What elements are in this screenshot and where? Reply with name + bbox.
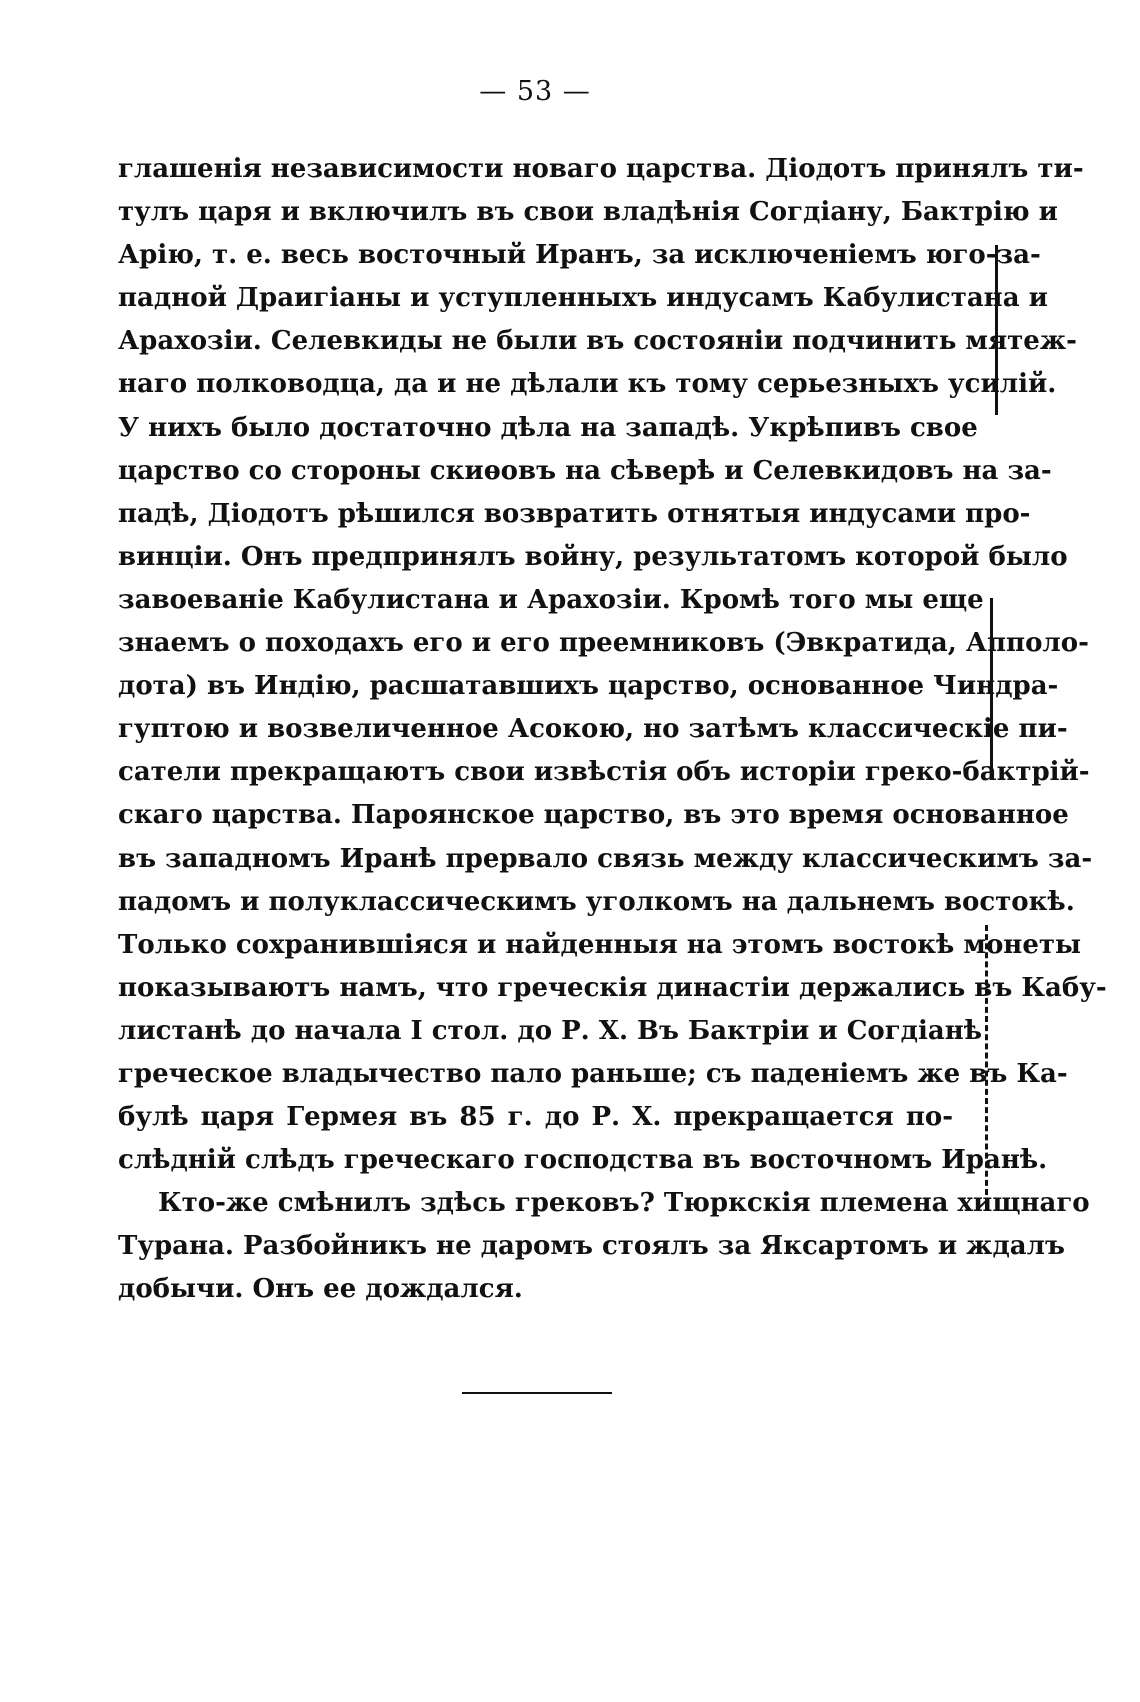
- text-line: Арахозіи. Селевкиды не были въ состояніи подчинить мятеж-: [118, 326, 1077, 357]
- text-line: наго полководца, да и не дѣлали къ тому серьезныхъ усилій.: [118, 369, 1057, 400]
- text-line: булѣ царя Гермея въ 85 г. до Р. Х. прекращается по-: [118, 1102, 953, 1133]
- text-line: падной Драигіаны и уступленныхъ индусамъ Кабулистана и: [118, 283, 1048, 314]
- margin-mark: [990, 598, 993, 768]
- text-line: У нихъ было достаточно дѣла на западѣ. Укрѣпивъ свое: [118, 412, 978, 443]
- text-line: гуптою и возвеличенное Асокою, но затѣмъ классическіе пи-: [118, 714, 1068, 745]
- text-line: тулъ царя и включилъ въ свои владѣнія Согдіану, Бактрію и: [118, 197, 1058, 228]
- text-line: сатели прекращаютъ свои извѣстія объ исторіи греко-бактрій-: [118, 757, 1090, 788]
- text-line: глашенія независимости новаго царства. Діодотъ принялъ ти-: [118, 154, 1084, 184]
- page-number: — 53 —: [479, 76, 591, 107]
- text-line: Только сохранившіяся и найденныя на этомъ востокѣ монеты: [118, 929, 1082, 960]
- text-line: Кто-же смѣнилъ здѣсь грековъ? Тюркскія племена хищнаго: [158, 1188, 1090, 1219]
- text-line: греческое владычество пало раньше; съ паденіемъ же въ Ка-: [118, 1058, 1068, 1089]
- text-line: дота) въ Индію, расшатавшихъ царство, основанное Чиндра-: [118, 671, 1059, 702]
- end-rule: [462, 1392, 612, 1394]
- text-line: падомъ и полуклассическимъ уголкомъ на дальнемъ востокѣ.: [118, 886, 1075, 917]
- body-text: [118, 148, 1107, 1312]
- text-line: Турана. Разбойникъ не даромъ стоялъ за Яксартомъ и ждалъ: [118, 1231, 1065, 1262]
- text-line: добычи. Онъ ее дождался.: [118, 1274, 523, 1305]
- margin-mark: [985, 925, 988, 1195]
- text-line: падѣ, Діодотъ рѣшился возвратить отнятыя индусами про-: [118, 498, 1031, 529]
- text-line: Арію, т. е. весь восточный Иранъ, за исключеніемъ юго-за-: [118, 240, 1041, 271]
- text-line: знаемъ о походахъ его и его преемниковъ (Эвкратида, Апполо-: [118, 628, 1089, 659]
- margin-mark: [995, 245, 998, 415]
- text-line: царство со стороны скиѳовъ на сѣверѣ и Селевкидовъ на за-: [118, 455, 1052, 486]
- text-line: слѣдній слѣдъ греческаго господства въ восточномъ Иранѣ.: [118, 1145, 1048, 1176]
- text-line: винціи. Онъ предпринялъ войну, результатомъ которой было: [118, 541, 1068, 572]
- text-line: въ западномъ Иранѣ прервало связь между классическимъ за-: [118, 843, 1093, 874]
- text-line: показываютъ намъ, что греческія династіи держались въ Кабу-: [118, 972, 1107, 1003]
- text-line: завоеваніе Кабулистана и Арахозіи. Кромѣ того мы еще: [118, 584, 984, 615]
- text-line: скаго царства. Пароянское царство, въ это время основанное: [118, 800, 1069, 831]
- text-line: листанѣ до начала I стол. до Р. Х. Въ Бактріи и Согдіанѣ: [118, 1015, 983, 1046]
